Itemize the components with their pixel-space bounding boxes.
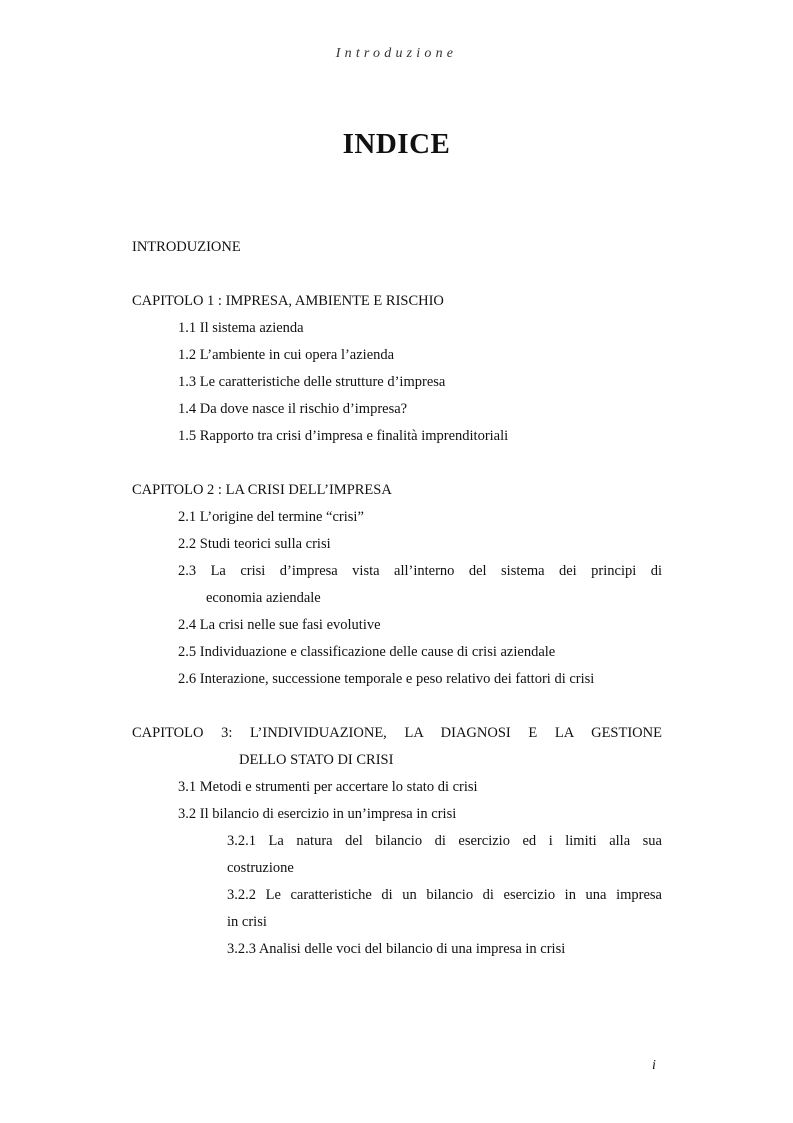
toc-chapter-3-title: CAPITOLO 3: L’INDIVIDUAZIONE, LA DIAGNOSI E LA GESTIONE	[132, 725, 662, 741]
toc-item: 2.5 Individuazione e classificazione delle cause di crisi aziendale	[178, 644, 556, 660]
running-header: Introduzione	[335, 46, 458, 61]
toc-item: 2.1 L’origine del termine “crisi”	[178, 509, 364, 525]
page-number: i	[652, 1058, 656, 1073]
toc-chapter-2-title: CAPITOLO 2 : LA CRISI DELL’IMPRESA	[132, 482, 392, 498]
toc-chapter-3-title-continuation: DELLO STATO DI CRISI	[239, 752, 394, 768]
toc-item: 1.3 Le caratteristiche delle strutture d’impresa	[178, 374, 446, 390]
toc-subitem: 3.2.3 Analisi delle voci del bilancio di una impresa in crisi	[227, 941, 566, 957]
toc-item: 1.5 Rapporto tra crisi d’impresa e finalità imprenditoriali	[178, 428, 509, 444]
page-title: INDICE	[342, 128, 451, 160]
toc-subitem-continuation: in crisi	[227, 914, 267, 930]
toc-item: 2.2 Studi teorici sulla crisi	[178, 536, 331, 552]
toc-item: 1.2 L’ambiente in cui opera l’azienda	[178, 347, 395, 363]
toc-item: 3.1 Metodi e strumenti per accertare lo stato di crisi	[178, 779, 478, 795]
toc-item-continuation: economia aziendale	[206, 590, 321, 606]
toc-item: 2.3 La crisi d’impresa vista all’interno del sistema dei principi di	[178, 563, 662, 579]
toc-item: 1.1 Il sistema azienda	[178, 320, 304, 336]
toc-subitem: 3.2.1 La natura del bilancio di esercizio ed i limiti alla sua	[227, 833, 662, 849]
toc-item: 3.2 Il bilancio di esercizio in un’impresa in crisi	[178, 806, 457, 822]
toc-subitem-continuation: costruzione	[227, 860, 294, 876]
toc-chapter-1-title: CAPITOLO 1 : IMPRESA, AMBIENTE E RISCHIO	[132, 293, 444, 309]
toc-item: 1.4 Da dove nasce il rischio d’impresa?	[178, 401, 408, 417]
toc-item: 2.4 La crisi nelle sue fasi evolutive	[178, 617, 381, 633]
toc-item: 2.6 Interazione, successione temporale e peso relativo dei fattori di crisi	[178, 671, 595, 687]
toc-introduzione: INTRODUZIONE	[132, 239, 241, 255]
toc-subitem: 3.2.2 Le caratteristiche di un bilancio di esercizio in una impresa	[227, 887, 662, 903]
